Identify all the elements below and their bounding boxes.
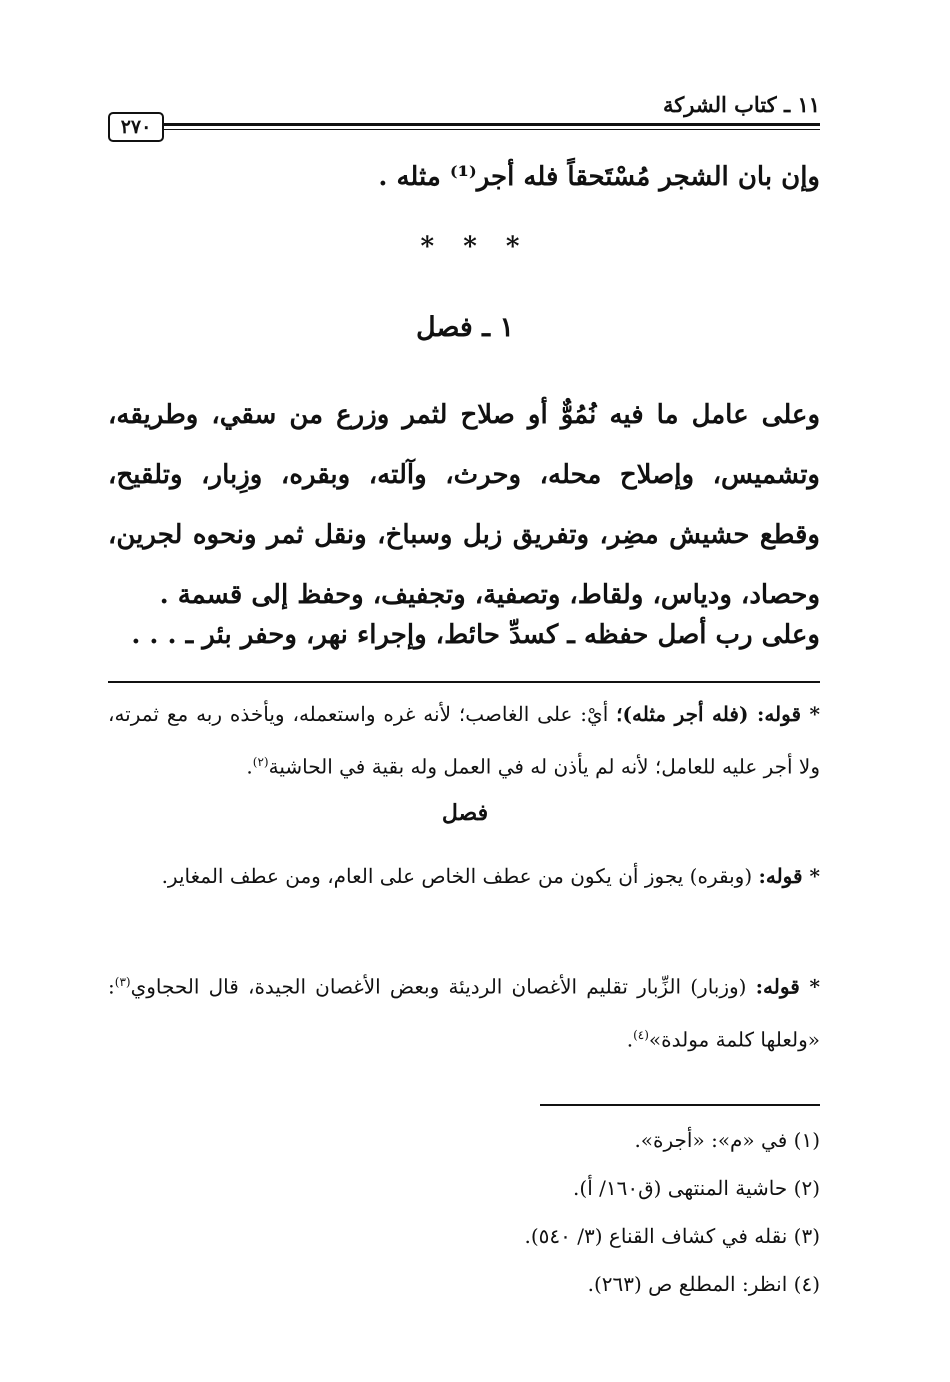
header-rule bbox=[164, 123, 820, 130]
commentary-3-lead: * قوله: bbox=[755, 974, 820, 999]
commentary-1: * قوله: (فله أجر مثله)؛ أيْ: على الغاصب؛ لأنه غره واستعمله، ويأخذه ربه مع ثمرته، ولا أجر عليه للعامل؛ لأنه لم يأذن له في العمل وله بقية في الحاشية$^{(٢)}$. bbox=[108, 702, 821, 779]
main-paragraph-2: وعلى رب أصل حفظه ـ كسدِّ حائط، وإجراء نهر، وحفر بئر ـ . . . bbox=[131, 620, 820, 650]
commentary-2-lead: * قوله: bbox=[758, 864, 820, 888]
footnote-text: انظر: المطلع ص (٢٦٣). bbox=[587, 1272, 788, 1296]
page-number: ٢٧٠ bbox=[108, 112, 164, 142]
commentary-1-lead: * قوله: (فله أجر مثله)؛ bbox=[616, 702, 821, 726]
footnotes bbox=[524, 1120, 820, 1312]
commentary-3-text-b: : «ولعلها كلمة مولدة» bbox=[108, 974, 820, 1052]
footnote-item bbox=[524, 1216, 820, 1264]
commentary-2-text: (وبقره) يجوز أن يكون من عطف الخاص على العام، ومن عطف المغاير. bbox=[161, 864, 753, 888]
commentary-3-text-a: (وزبار) الزِّبار تقليم الأغصان الرديئة وبعض الأغصان الجيدة، قال الحجاوي bbox=[130, 974, 747, 999]
footnote-divider bbox=[540, 1104, 820, 1106]
footnote-number: (١) bbox=[793, 1128, 820, 1152]
footnote-text: في «م»: «أجرة». bbox=[634, 1128, 788, 1152]
footnote-number: (٤) bbox=[793, 1272, 820, 1296]
commentary-3: * قوله: (وزبار) الزِّبار تقليم الأغصان الرديئة وبعض الأغصان الجيدة، قال الحجاوي$^{(٣)}$: «ولعلها كلمة مولدة»$^{(٤)}$. bbox=[108, 974, 820, 1052]
opening-line: وإن بان الشجر مُسْتَحقاً فله أجر⁽¹⁾ مثله . bbox=[378, 162, 820, 192]
footnote-ref-2: (٢) bbox=[252, 755, 269, 769]
main-paragraph-1: وعلى عامل ما فيه نُمُوٌّ أو صلاح لثمر وزرع من سقي، وطريقه، وتشميس، وإصلاح محله، وحرث، وآلته، وبقره، وزِبار، وتلقيح، وقطع حشيش مضِر، وتفريق زبل وسباخ، ونقل ثمر ونحوه لجرين، وحصاد، ودياس، ولقاط، وتصفية، وتجفيف، وحفظ إلى قسمة . bbox=[108, 400, 820, 610]
chapter-title: ١١ ـ كتاب الشركة bbox=[663, 92, 820, 117]
page-header bbox=[108, 92, 820, 146]
footnote-ref-3: (٣) bbox=[114, 975, 131, 989]
footnote-item bbox=[524, 1120, 820, 1168]
footnote-item bbox=[524, 1264, 820, 1312]
footnote-number: (٢) bbox=[793, 1176, 820, 1200]
footnote-number: (٣) bbox=[793, 1224, 820, 1248]
footnote-ref-4: (٤) bbox=[633, 1027, 649, 1042]
commentary-divider bbox=[108, 681, 820, 683]
footnote-item bbox=[524, 1168, 820, 1216]
commentary-1-text: أيْ: على الغاصب؛ لأنه غره واستعمله، ويأخذه ربه مع ثمرته، ولا أجر عليه للعامل؛ لأنه لم يأذن له في العمل وله بقية في الحاشية bbox=[108, 702, 820, 779]
commentary-heading: فصل bbox=[441, 800, 489, 826]
footnote-text: حاشية المنتهى (ق١٦٠/ أ). bbox=[573, 1176, 788, 1200]
section-heading: ١ ـ فصل bbox=[416, 312, 514, 343]
commentary-2 bbox=[108, 852, 820, 900]
footnote-text: نقله في كشاف القناع (٣/ ٥٤٠). bbox=[524, 1224, 788, 1248]
section-separator: * * * bbox=[420, 232, 530, 262]
